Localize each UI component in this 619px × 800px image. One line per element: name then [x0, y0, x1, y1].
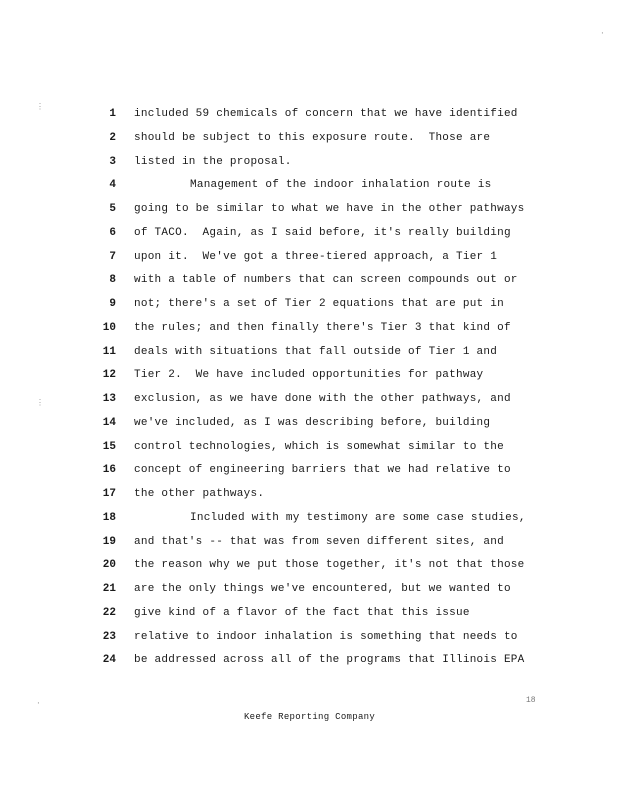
line-number: 24 [102, 654, 116, 667]
transcript-line [0, 532, 619, 552]
line-text: give kind of a flavor of the fact that this issue [134, 606, 470, 619]
line-number: 23 [102, 630, 116, 643]
line-text: exclusion, as we have done with the other pathways, and [134, 393, 511, 405]
line-text: the reason why we put those together, it's not that those [134, 559, 525, 572]
scan-speck: · [36, 699, 41, 708]
line-number: 22 [102, 606, 116, 619]
transcript-line [0, 437, 619, 457]
line-text: are the only things we've encountered, but we wanted to [134, 583, 511, 595]
transcript-line [0, 460, 619, 480]
line-text: not; there's a set of Tier 2 equations that are put in [134, 298, 504, 310]
line-number: 21 [102, 583, 116, 595]
transcript-line [0, 104, 619, 124]
line-number: 4 [109, 179, 116, 192]
line-text: listed in the proposal. [134, 155, 292, 168]
line-text: upon it. We've got a three-tiered approach, a Tier 1 [134, 250, 498, 263]
line-text: going to be similar to what we have in the other pathways [134, 203, 525, 215]
line-number: 5 [109, 203, 116, 215]
line-text: concept of engineering barriers that we had relative to [134, 464, 511, 477]
line-number: 6 [109, 226, 116, 239]
line-number: 16 [102, 464, 116, 477]
transcript-line [0, 223, 619, 243]
transcript-line [0, 579, 619, 599]
scan-speck: ⋮ [36, 103, 44, 112]
transcript-line [0, 318, 619, 338]
transcript-line [0, 175, 619, 195]
line-text: Tier 2. We have included opportunities for pathway [134, 369, 484, 382]
transcript-line [0, 555, 619, 575]
page-number: 18 [526, 696, 536, 705]
line-text: Included with my testimony are some case studies, [190, 511, 526, 524]
line-number: 17 [102, 488, 116, 500]
line-number: 20 [102, 559, 116, 572]
transcript-line [0, 294, 619, 314]
line-text: included 59 chemicals of concern that we have identified [134, 108, 518, 120]
line-number: 19 [102, 535, 116, 548]
line-text: should be subject to this exposure route. Those are [134, 131, 491, 144]
page-footer: Keefe Reporting Company [243, 712, 376, 722]
line-number: 3 [109, 155, 116, 168]
transcript-line [0, 484, 619, 504]
line-number: 1 [109, 108, 116, 120]
transcript-line [0, 247, 619, 267]
transcript-line [0, 650, 619, 670]
transcript-line [0, 152, 619, 172]
transcript-line [0, 413, 619, 433]
transcript-line [0, 365, 619, 385]
line-number: 14 [102, 416, 116, 429]
transcript-line [0, 128, 619, 148]
line-number: 2 [109, 131, 116, 144]
line-number: 7 [109, 250, 116, 263]
line-number: 8 [109, 274, 116, 287]
line-text: we've included, as I was describing before, building [134, 416, 491, 429]
transcript-line [0, 603, 619, 623]
line-text: with a table of numbers that can screen compounds out or [134, 274, 518, 287]
line-text: relative to indoor inhalation is something that needs to [134, 630, 518, 643]
line-text: deals with situations that fall outside of Tier 1 and [134, 345, 498, 358]
line-number: 11 [102, 345, 116, 358]
line-number: 13 [102, 393, 116, 405]
line-number: 18 [102, 511, 116, 524]
line-number: 10 [102, 321, 116, 334]
transcript-line [0, 389, 619, 409]
transcript-line [0, 270, 619, 290]
transcript-line [0, 199, 619, 219]
transcript-line [0, 627, 619, 647]
line-text: be addressed across all of the programs that Illinois EPA [134, 654, 525, 667]
line-number: 15 [102, 440, 116, 453]
transcript-line [0, 342, 619, 362]
line-text: control technologies, which is somewhat similar to the [134, 440, 504, 453]
line-number: 9 [109, 298, 116, 310]
line-text: of TACO. Again, as I said before, it's really building [134, 226, 511, 239]
scan-speck: ⋮ [36, 399, 44, 408]
line-number: 12 [102, 369, 116, 382]
transcript-line [0, 508, 619, 528]
scan-speck: · [600, 29, 605, 38]
line-text: Management of the indoor inhalation route is [190, 179, 492, 192]
line-text: the other pathways. [134, 488, 265, 500]
line-text: and that's -- that was from seven different sites, and [134, 535, 504, 548]
line-text: the rules; and then finally there's Tier 3 that kind of [134, 321, 511, 334]
